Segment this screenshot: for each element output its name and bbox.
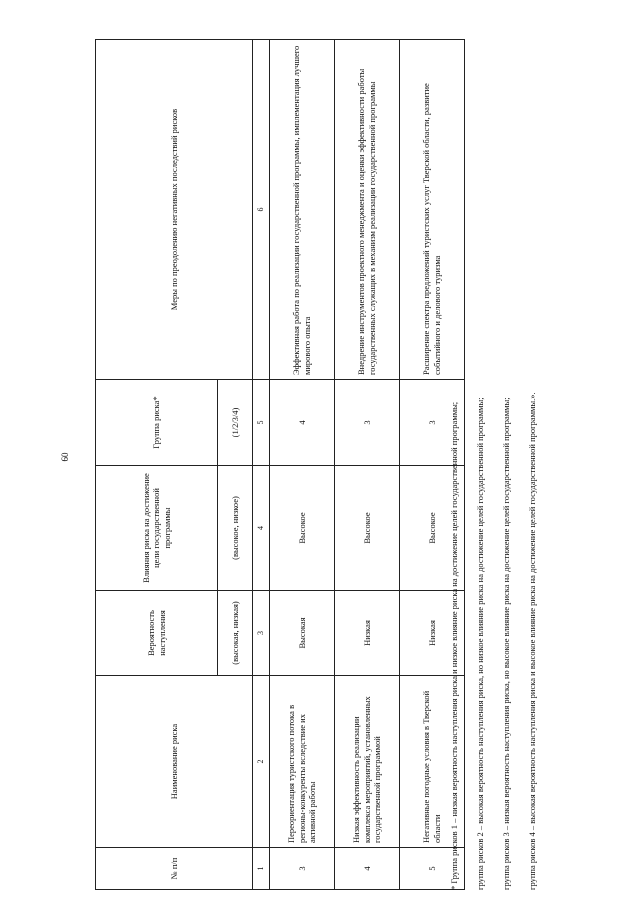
row-number: 3	[270, 848, 335, 890]
column-number: 1	[253, 848, 270, 890]
footnote-line: группа рисков 2 – высокая вероятность наступления риска, но низкое влияние риска на достижение целей государственной программы;	[475, 397, 485, 890]
risk-group: 3	[335, 380, 400, 466]
risk-name: Переориентация туристского потока в регионы-конкуренты вследствие их активной работы	[270, 676, 335, 848]
column-number: 2	[253, 676, 270, 848]
rotated-page-content	[95, 40, 565, 890]
risk-measures: Эффективная работа по реализации государственной программы, имплементация лучшего мирового опыта	[270, 40, 335, 380]
risk-influence: Высокое	[400, 466, 465, 591]
row-number: 5	[400, 848, 465, 890]
header-measures: Меры по преодолению негативных последствий рисков	[96, 40, 253, 380]
table-row	[270, 40, 335, 890]
risk-probability: Высокая	[270, 591, 335, 676]
column-number: 4	[253, 466, 270, 591]
risk-measures: Внедрение инструментов проектного менеджмента и оценки эффективности работы государственных служащих в механизм реализации государственной программы	[335, 40, 400, 380]
column-number: 3	[253, 591, 270, 676]
footnote-line: * Группа рисков 1 – низкая вероятность наступления риска и низкое влияние риска на достижение целей государственной программы;	[449, 401, 459, 890]
header-number: № п/п	[96, 848, 253, 890]
risk-influence: Высокое	[335, 466, 400, 591]
header-risk-name: Наименование риска	[96, 676, 253, 848]
subheader-influence: (высокое, низкое)	[218, 466, 253, 591]
column-number: 5	[253, 380, 270, 466]
header-risk-group: Группа риска*	[96, 380, 218, 466]
header-row	[96, 40, 218, 890]
risk-probability: Низкая	[400, 591, 465, 676]
column-numbering-row	[253, 40, 270, 890]
footnote-line: группа рисков 3 – низкая вероятность наступления риска, но высокое влияние риска на достижение целей государственной программы;	[501, 397, 511, 890]
risk-probability: Низкая	[335, 591, 400, 676]
risk-group: 3	[400, 380, 465, 466]
header-probability: Вероятность наступления	[96, 591, 218, 676]
risk-group: 4	[270, 380, 335, 466]
page-number: 60	[60, 452, 70, 462]
footnote-line: группа рисков 4 – высокая вероятность наступления риска и высокое влияние риска на достижение целей государственной программы.».	[527, 392, 537, 890]
risk-name: Низкая эффективность реализации комплекса мероприятий, установленных государственной программой	[335, 676, 400, 848]
risk-name: Негативные погодные условия в Тверской области	[400, 676, 465, 848]
header-influence: Влияния риска на достижение цели государственной программы	[96, 466, 218, 591]
subheader-probability: (высокая, низкая)	[218, 591, 253, 676]
risk-table	[95, 39, 465, 890]
table-row	[335, 40, 400, 890]
column-number: 6	[253, 40, 270, 380]
row-number: 4	[335, 848, 400, 890]
risk-measures: Расширение спектра предложений туристских услуг Тверской области, развитие событийного и делового туризма	[400, 40, 465, 380]
risk-influence: Высокое	[270, 466, 335, 591]
subheader-risk-group: (1/2/3/4)	[218, 380, 253, 466]
footnotes	[450, 40, 554, 890]
